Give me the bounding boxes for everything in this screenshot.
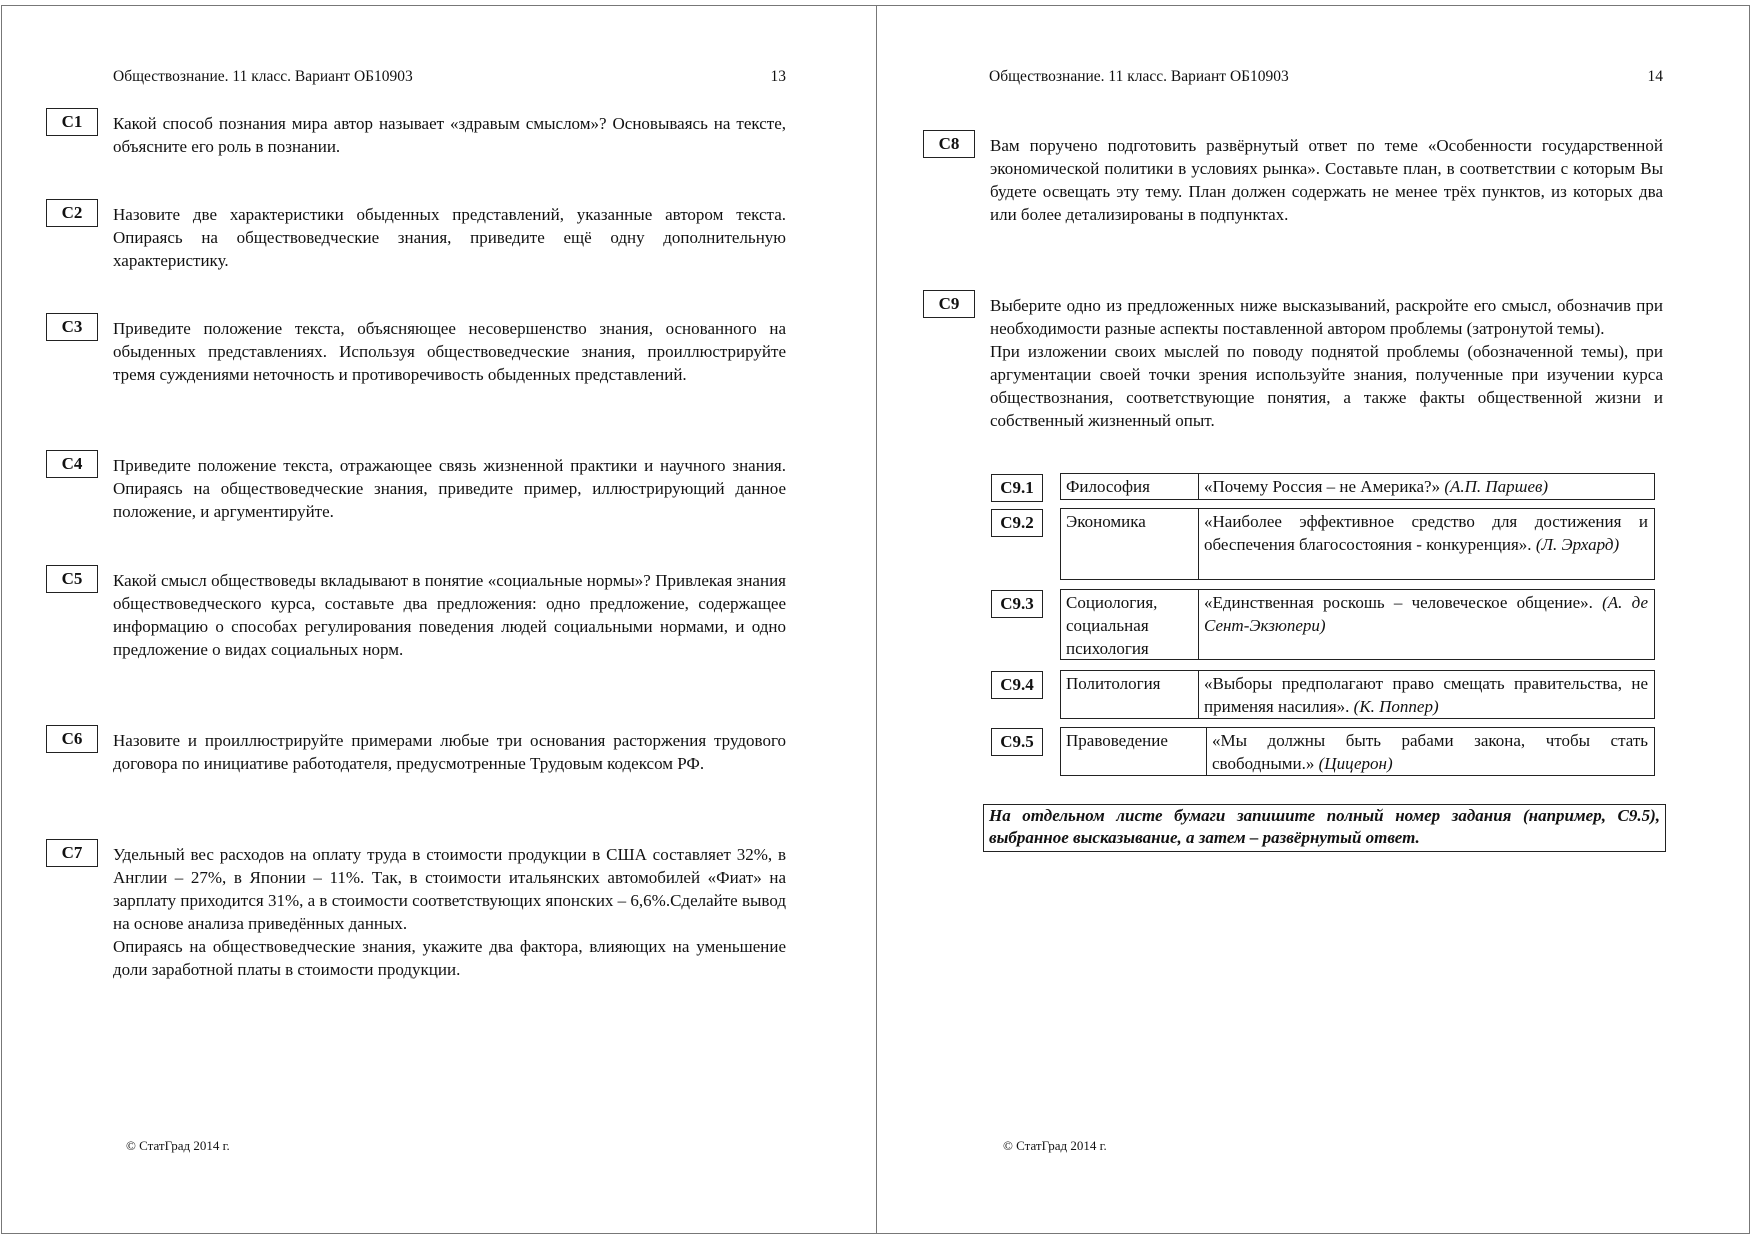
task-label: С6 [46,725,98,753]
page-header [113,68,786,86]
task-text [113,317,786,386]
option-subject: Философия [1061,474,1199,499]
page-header [989,68,1663,86]
quote-text: «Почему Россия – не Америка?» [1204,477,1441,496]
copyright: © СтатГрад 2014 г. [126,1138,230,1153]
option-label: С9.1 [991,474,1043,502]
task-paragraph: При изложении своих мыслей по поводу поднятой проблемы (обозначенной темы), при аргументации своей точки зрения используйте знания, полученные при изучении курса обществознания, соответствующие понятия, а также факты общественной жизни и собственный жизненный опыт. [990,342,1663,430]
task-paragraph: Приведите положение текста, отражающее связь жизненной практики и научного знания. Опираясь на обществоведческие знания, приведите пример, иллюстрирующий данное положение, и аргументируйте. [113,456,786,521]
task-paragraph: Удельный вес расходов на оплату труда в стоимости продукции в США составляет 32%, в Англии – 27%, в Японии – 11%. Так, в стоимости итальянских автомобилей «Фиат» на зарплату приходится 31%, а в стоимости соответствующих японских – 6,6%.Сделайте вывод на основе анализа приведённых данных. [113,845,786,933]
task-text [113,569,786,661]
task-paragraph: Какой смысл обществоведы вкладывают в понятие «социальные нормы»? Привлекая знания обществоведческого курса, составьте два предложения: одно предложение, содержащее информацию о способах регулирования поведения людей социальными нормами, и одно предложение о видах социальных норм. [113,571,786,659]
option-label: С9.3 [991,590,1043,618]
task-label: С7 [46,839,98,867]
task-paragraph: Вам поручено подготовить развёрнутый ответ по теме «Особенности государственной экономической политики в условиях рынка». Составьте план, в соответствии с которым Вы будете освещать эту тему. План должен содержать не менее трёх пунктов, из которых два или более детализированы в подпунктах. [990,136,1663,224]
option-subject: Правоведение [1061,728,1207,775]
task-paragraph: Назовите две характеристики обыденных представлений, указанные автором текста. Опираясь на обществоведческие знания, приведите ещё одну дополнительную характеристику. [113,205,786,270]
task-label: С5 [46,565,98,593]
option-quote [1199,671,1654,718]
option-subject: Экономика [1061,509,1199,579]
task-label: С1 [46,108,98,136]
quote-author: (Л. Эрхард) [1535,535,1620,554]
task-paragraph: Приведите положение текста, объясняющее несовершенство знания, основанного на обыденных представлениях. Используя обществоведческие знания, проиллюстрируйте тремя суждениями неточность и противоречивость обыденных представлений. [113,319,786,384]
option-label: С9.2 [991,509,1043,537]
option-quote [1199,474,1654,499]
task-paragraph: Какой способ познания мира автор называет «здравым смыслом»? Основываясь на тексте, объясните его роль в познании. [113,114,786,156]
option-quote [1199,509,1654,579]
option-box [1060,589,1655,660]
task-paragraph: Назовите и проиллюстрируйте примерами любые три основания расторжения трудового договора по инициативе работодателя, предусмотренные Трудовым кодексом РФ. [113,731,786,773]
option-quote [1207,728,1654,775]
quote-text: «Наиболее эффективное средство для достижения и обеспечения благосостояния - конкуренция». [1204,512,1648,554]
quote-author: (А.П. Паршев) [1444,477,1549,496]
quote-author: (К. Поппер) [1353,697,1439,716]
task-label: С2 [46,199,98,227]
task-text [113,454,786,523]
task-label: С9 [923,290,975,318]
header-title: Обществознание. 11 класс. Вариант ОБ10903 [989,68,1289,85]
task-text [113,112,786,158]
header-title: Обществознание. 11 класс. Вариант ОБ10903 [113,68,413,85]
option-subject: Политология [1061,671,1199,718]
option-quote [1199,590,1654,659]
task-text [990,134,1663,226]
right-page [877,0,1753,1239]
task-label: С4 [46,450,98,478]
option-box [1060,473,1655,500]
task-text [113,729,786,775]
task-paragraph: Опираясь на обществоведческие знания, укажите два фактора, влияющих на уменьшение доли заработной платы в стоимости продукции. [113,937,786,979]
quote-author: (Цицерон) [1318,754,1393,773]
left-page [0,0,876,1239]
quote-text: «Выборы предполагают право смещать правительства, не применяя насилия». [1204,674,1648,716]
option-subject: Социология, социальная психология [1061,590,1199,659]
copyright: © СтатГрад 2014 г. [1003,1138,1107,1153]
option-box [1060,508,1655,580]
option-label: С9.4 [991,671,1043,699]
option-box [1060,670,1655,719]
task-label: С3 [46,313,98,341]
quote-author: (А. де Сент-Экзюпери) [1204,593,1649,635]
quote-text: «Единственная роскошь – человеческое общение». [1204,593,1593,612]
task-text [990,294,1663,432]
option-label: С9.5 [991,728,1043,756]
task-text [113,843,786,981]
task-paragraph: Выберите одно из предложенных ниже высказываний, раскройте его смысл, обозначив при необходимости разные аспекты поставленной автором проблемы (затронутой темы). [990,296,1663,338]
task-label: С8 [923,130,975,158]
page-number: 14 [1647,68,1663,85]
option-box [1060,727,1655,776]
task-text [113,203,786,272]
instruction-note: На отдельном листе бумаги запишите полный номер задания (например, С9.5), выбранное высказывание, а затем – развёрнутый ответ. [983,804,1666,852]
page-number: 13 [770,68,786,85]
quote-text: «Мы должны быть рабами закона, чтобы стать свободными.» [1212,731,1648,773]
